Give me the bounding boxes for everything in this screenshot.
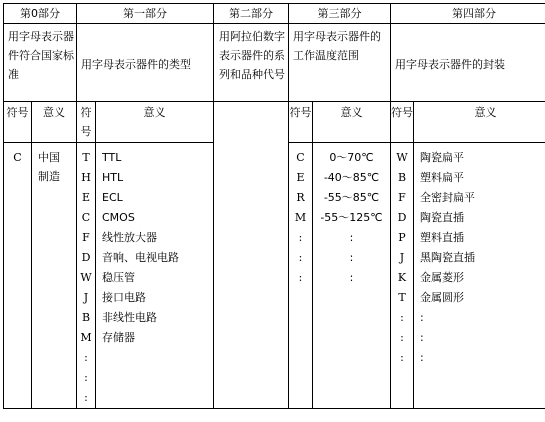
part1-symbol: B <box>81 311 91 324</box>
part3-symbol: C <box>296 151 305 164</box>
part1-symbol: H <box>81 171 91 184</box>
header-row <box>4 4 545 24</box>
meaning-header-part1: 意义 <box>96 102 214 143</box>
part4-meaning: 塑料扁平 <box>420 171 464 184</box>
description-row <box>4 24 545 102</box>
symbol-header-part1: 符号 <box>77 102 96 143</box>
ic-naming-table <box>3 3 545 409</box>
part3-meaning: -55～85℃ <box>323 191 380 204</box>
part1-symbols <box>77 143 96 409</box>
desc-part4: 用字母表示器件的封装 <box>391 24 545 102</box>
part4-symbol: : <box>400 351 404 364</box>
symbol-header-part3: 符号 <box>289 102 313 143</box>
part3-meaning: : <box>349 271 354 284</box>
part3-symbol: : <box>298 251 303 264</box>
part1-symbol: F <box>82 231 90 244</box>
part4-meaning: : <box>420 311 424 324</box>
part4-symbol: D <box>397 211 407 224</box>
part4-symbol: : <box>400 311 404 324</box>
part4-symbol: F <box>398 191 406 204</box>
part1-meanings <box>96 143 214 409</box>
part1-meaning: TTL <box>102 151 122 164</box>
meaning-header-part0: 意义 <box>32 102 77 143</box>
part4-meaning: 陶瓷扁平 <box>420 151 464 164</box>
part4-symbol: K <box>397 271 407 284</box>
part4-meaning: 全密封扁平 <box>420 191 475 204</box>
part3-symbol: M <box>294 211 307 224</box>
part4-meaning: 陶瓷直插 <box>420 211 464 224</box>
desc-part3: 用字母表示器件的工作温度范围 <box>289 24 391 102</box>
part3-meaning: -40～85℃ <box>323 171 380 184</box>
part3-meaning: -55～125℃ <box>320 211 383 224</box>
part4-symbol: : <box>400 331 404 344</box>
part1-meaning: HTL <box>102 171 124 184</box>
part4-meaning: 金属圆形 <box>420 291 464 304</box>
part3-meaning: : <box>349 251 354 264</box>
part1-meaning: 非线性电路 <box>102 311 157 324</box>
part4-meaning: 金属菱形 <box>420 271 464 284</box>
desc-part2: 用阿拉伯数字表示器件的系列和品种代号 <box>214 24 289 102</box>
part4-meaning: : <box>420 331 424 344</box>
part0-meaning: 中国制造 <box>38 151 60 183</box>
part3-meaning: 0～70℃ <box>329 151 374 164</box>
part3-symbol: : <box>298 231 303 244</box>
part3-symbols <box>289 143 313 409</box>
part1-symbol: : <box>84 371 88 384</box>
part4-symbol: B <box>397 171 407 184</box>
part1-symbol: W <box>80 271 92 284</box>
part2-blank-cell <box>214 102 289 409</box>
part1-meaning: CMOS <box>102 211 135 224</box>
part1-meaning: ECL <box>102 191 123 204</box>
part1-meaning: 稳压管 <box>102 271 135 284</box>
part1-symbol: T <box>82 151 90 164</box>
part1-symbol: E <box>81 191 91 204</box>
part3-meaning: : <box>349 231 354 244</box>
header-part2: 第二部分 <box>214 4 289 24</box>
header-part1: 第一部分 <box>77 4 214 24</box>
part3-meanings <box>313 143 391 409</box>
part1-symbol: : <box>84 351 88 364</box>
part4-symbol: J <box>399 251 405 264</box>
header-part4: 第四部分 <box>391 4 545 24</box>
symbol-header-part4: 符号 <box>391 102 414 143</box>
header-part0: 第0部分 <box>4 4 77 24</box>
part4-symbols <box>391 143 414 409</box>
part1-meaning: 接口电路 <box>102 291 146 304</box>
part1-meaning: 音响、电视电路 <box>102 251 179 264</box>
part0-symbol: C <box>13 151 22 164</box>
part3-symbol: : <box>298 271 303 284</box>
desc-part0: 用字母表示器件符合国家标准 <box>4 24 77 102</box>
part4-meaning: 塑料直插 <box>420 231 464 244</box>
part1-symbol: C <box>81 211 91 224</box>
subheader-row <box>4 102 545 143</box>
part1-symbol: J <box>83 291 89 304</box>
meaning-header-part3: 意义 <box>313 102 391 143</box>
symbol-header-part0: 符号 <box>4 102 32 143</box>
part1-symbol: : <box>84 391 88 404</box>
part3-symbol: R <box>296 191 305 204</box>
part1-symbol: M <box>80 331 92 344</box>
part0-meanings <box>32 143 77 409</box>
header-part3: 第三部分 <box>289 4 391 24</box>
part4-symbol: P <box>398 231 406 244</box>
meaning-header-part4: 意义 <box>414 102 545 143</box>
part1-symbol: D <box>81 251 91 264</box>
desc-part1: 用字母表示器件的类型 <box>77 24 214 102</box>
part4-meanings <box>414 143 545 409</box>
part4-meaning: 黑陶瓷直插 <box>420 251 475 264</box>
part4-meaning: : <box>420 351 424 364</box>
part1-meaning: 存储器 <box>102 331 135 344</box>
part0-symbols <box>4 143 32 409</box>
part4-symbol: T <box>398 291 406 304</box>
part4-symbol: W <box>396 151 408 164</box>
part3-symbol: E <box>296 171 305 184</box>
part1-meaning: 线性放大器 <box>102 231 157 244</box>
